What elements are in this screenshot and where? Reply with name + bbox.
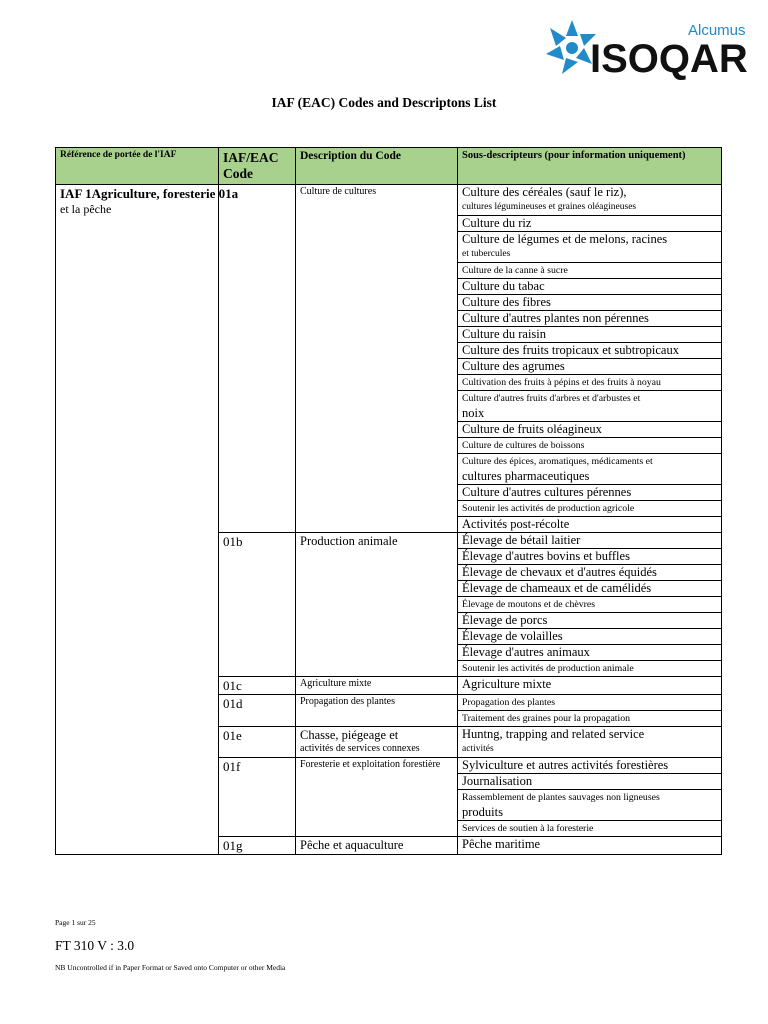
- code-description-text-2: activités de services connexes: [300, 743, 420, 754]
- sub-descriptor: [458, 311, 722, 327]
- sub-descriptor: [458, 216, 722, 232]
- iaf-code: 01e: [219, 727, 296, 758]
- sub-descriptor: [458, 677, 722, 695]
- header-code: IAF/EAC Code: [219, 148, 296, 185]
- sub-descriptor-text-2: noix: [462, 406, 485, 420]
- table-row: [56, 185, 722, 216]
- sub-descriptor: [458, 185, 722, 216]
- sub-descriptor: [458, 645, 722, 661]
- iaf-code: [219, 185, 296, 533]
- code-description: [296, 837, 458, 855]
- sub-descriptor: [458, 727, 722, 758]
- sub-descriptor: [458, 695, 722, 711]
- code-description-text: Agriculture mixte: [300, 678, 372, 689]
- code-description-text: Culture de cultures: [300, 186, 377, 197]
- sub-descriptor-text: Cultivation des fruits à pépins et des fruits à noyau: [462, 377, 661, 388]
- sub-descriptor-text: Pêche maritime: [462, 837, 541, 851]
- iaf-code: 01f: [219, 758, 296, 837]
- sub-descriptor-text: Élevage de chevaux et d'autres équidés: [462, 565, 657, 579]
- sub-descriptor: [458, 485, 722, 501]
- sub-descriptor: [458, 279, 722, 295]
- codes-table: [55, 147, 722, 855]
- sub-descriptor-text: Culture des fruits tropicaux et subtropicaux: [462, 343, 679, 357]
- sub-descriptor-text: Élevage de porcs: [462, 613, 548, 627]
- sub-descriptor: [458, 517, 722, 533]
- document-title: IAF (EAC) Codes and Descriptons List: [271, 95, 497, 110]
- sub-descriptor: [458, 327, 722, 343]
- code-description: [296, 758, 458, 837]
- sub-descriptor: [458, 533, 722, 549]
- sub-descriptor: [458, 613, 722, 629]
- sub-descriptor-text: Élevage de moutons et de chèvres: [462, 599, 596, 610]
- uncontrolled-note: NB Uncontrolled if in Paper Format or Saved onto Computer or other Media: [55, 963, 286, 972]
- scope-reference-sub: et la pêche: [60, 202, 112, 216]
- sub-descriptor-text: Soutenir les activités de production animale: [462, 663, 634, 674]
- sub-descriptor: [458, 438, 722, 454]
- iaf-code: 01d: [219, 695, 296, 727]
- sub-descriptor: [458, 597, 722, 613]
- sub-descriptor-text: Culture d'autres cultures pérennes: [462, 485, 632, 499]
- sub-descriptor: [458, 565, 722, 581]
- code-description-text: Production animale: [300, 534, 398, 548]
- sub-descriptor-text: Culture d'autres fruits d'arbres et d'arbustes et: [462, 393, 641, 404]
- sub-descriptor-text-2: produits: [462, 805, 503, 819]
- sub-descriptor-text: Journalisation: [462, 774, 533, 788]
- sub-descriptor-text: Culture des céréales (sauf le riz),: [462, 185, 627, 199]
- sub-descriptor-text: Culture des fibres: [462, 295, 551, 309]
- sub-descriptor-text: Élevage d'autres animaux: [462, 645, 590, 659]
- sub-descriptor-text: Activités post-récolte: [462, 517, 570, 531]
- sub-descriptor: [458, 232, 722, 263]
- code-description: [296, 533, 458, 677]
- iaf-code: 01b: [219, 533, 296, 677]
- iaf-code: 01g: [219, 837, 296, 855]
- scope-reference-main: IAF 1Agriculture, foresterie 01a: [60, 186, 239, 201]
- sub-descriptor-text: Élevage de bétail laitier: [462, 533, 581, 547]
- sub-descriptor: [458, 837, 722, 855]
- sub-descriptor-text: Agriculture mixte: [462, 677, 552, 691]
- sub-descriptor-text-2: activités: [462, 744, 494, 754]
- code-description-text: Foresterie et exploitation forestière: [300, 759, 441, 770]
- sub-descriptor-text: Culture de légumes et de melons, racines: [462, 232, 668, 246]
- sub-descriptor-text: Élevage de volailles: [462, 629, 563, 643]
- sub-descriptor: [458, 295, 722, 311]
- sub-descriptor: [458, 343, 722, 359]
- sub-descriptor: [458, 263, 722, 279]
- sub-descriptor-text: Culture d'autres plantes non pérennes: [462, 311, 649, 325]
- isoqar-logo: [540, 14, 760, 86]
- header-ref: Référence de portée de l'IAF: [56, 148, 219, 185]
- code-description-text: Propagation des plantes: [300, 696, 395, 707]
- sub-descriptor-text: Huntng, trapping and related service: [462, 727, 645, 741]
- sub-descriptor: [458, 821, 722, 837]
- sub-descriptor: [458, 549, 722, 565]
- code-description-text: Chasse, piégeage et: [300, 728, 399, 742]
- sub-descriptor-text-2: cultures pharmaceutiques: [462, 469, 590, 483]
- sub-descriptor: [458, 581, 722, 597]
- sub-descriptor: [458, 359, 722, 375]
- sub-descriptor-text: Culture des agrumes: [462, 359, 565, 373]
- sub-descriptor-text: Propagation des plantes: [462, 697, 556, 708]
- iaf-code: 01c: [219, 677, 296, 695]
- sub-descriptor-text: Élevage de chameaux et de camélidés: [462, 581, 652, 595]
- sub-descriptor: [458, 501, 722, 517]
- sub-descriptor-text: Soutenir les activités de production agricole: [462, 503, 635, 514]
- header-subdescriptors: Sous-descripteurs (pour information uniquement): [458, 148, 722, 185]
- sub-descriptor-text: Culture du riz: [462, 216, 532, 230]
- sub-descriptor: [458, 454, 722, 485]
- sub-descriptor-text: Culture de la canne à sucre: [462, 265, 568, 276]
- sub-descriptor-text: Culture de fruits oléagineux: [462, 422, 602, 436]
- code-description: [296, 185, 458, 533]
- brand-isoqar: ISOQAR: [590, 37, 748, 81]
- code-description-text: Pêche et aquaculture: [300, 838, 404, 852]
- sub-descriptor: [458, 711, 722, 727]
- header-description: Description du Code: [296, 148, 458, 185]
- code-description: [296, 727, 458, 758]
- table-header-row: [56, 148, 722, 185]
- brand-alcumus: Alcumus: [688, 22, 746, 39]
- sub-descriptor: [458, 774, 722, 790]
- sub-descriptor-text: Culture du raisin: [462, 327, 547, 341]
- sub-descriptor: [458, 758, 722, 774]
- code-description: [296, 677, 458, 695]
- sub-descriptor-text: Services de soutien à la foresterie: [462, 823, 594, 834]
- sub-descriptor-text: Rassemblement de plantes sauvages non ligneuses: [462, 792, 660, 803]
- sub-descriptor-text: Culture du tabac: [462, 279, 545, 293]
- sub-descriptor-text: Culture des épices, aromatiques, médicaments et: [462, 456, 653, 467]
- page-number: Page 1 sur 25: [55, 918, 96, 927]
- sub-descriptor-text: Sylviculture et autres activités forestières: [462, 758, 669, 772]
- sub-descriptor: [458, 661, 722, 677]
- version-label: FT 310 V : 3.0: [55, 938, 135, 953]
- code-description: [296, 695, 458, 727]
- sub-descriptor-text: Élevage d'autres bovins et buffles: [462, 549, 630, 563]
- sub-descriptor: [458, 422, 722, 438]
- sub-descriptor-text: Traitement des graines pour la propagation: [462, 713, 631, 724]
- sub-descriptor: [458, 375, 722, 391]
- sub-descriptor: [458, 629, 722, 645]
- sub-descriptor-text-2: cultures légumineuses et graines oléagineuses: [462, 202, 637, 212]
- sub-descriptor: [458, 391, 722, 422]
- sub-descriptor-text-2: et tubercules: [462, 249, 511, 259]
- sub-descriptor-text: Culture de cultures de boissons: [462, 440, 585, 451]
- sub-descriptor: [458, 790, 722, 821]
